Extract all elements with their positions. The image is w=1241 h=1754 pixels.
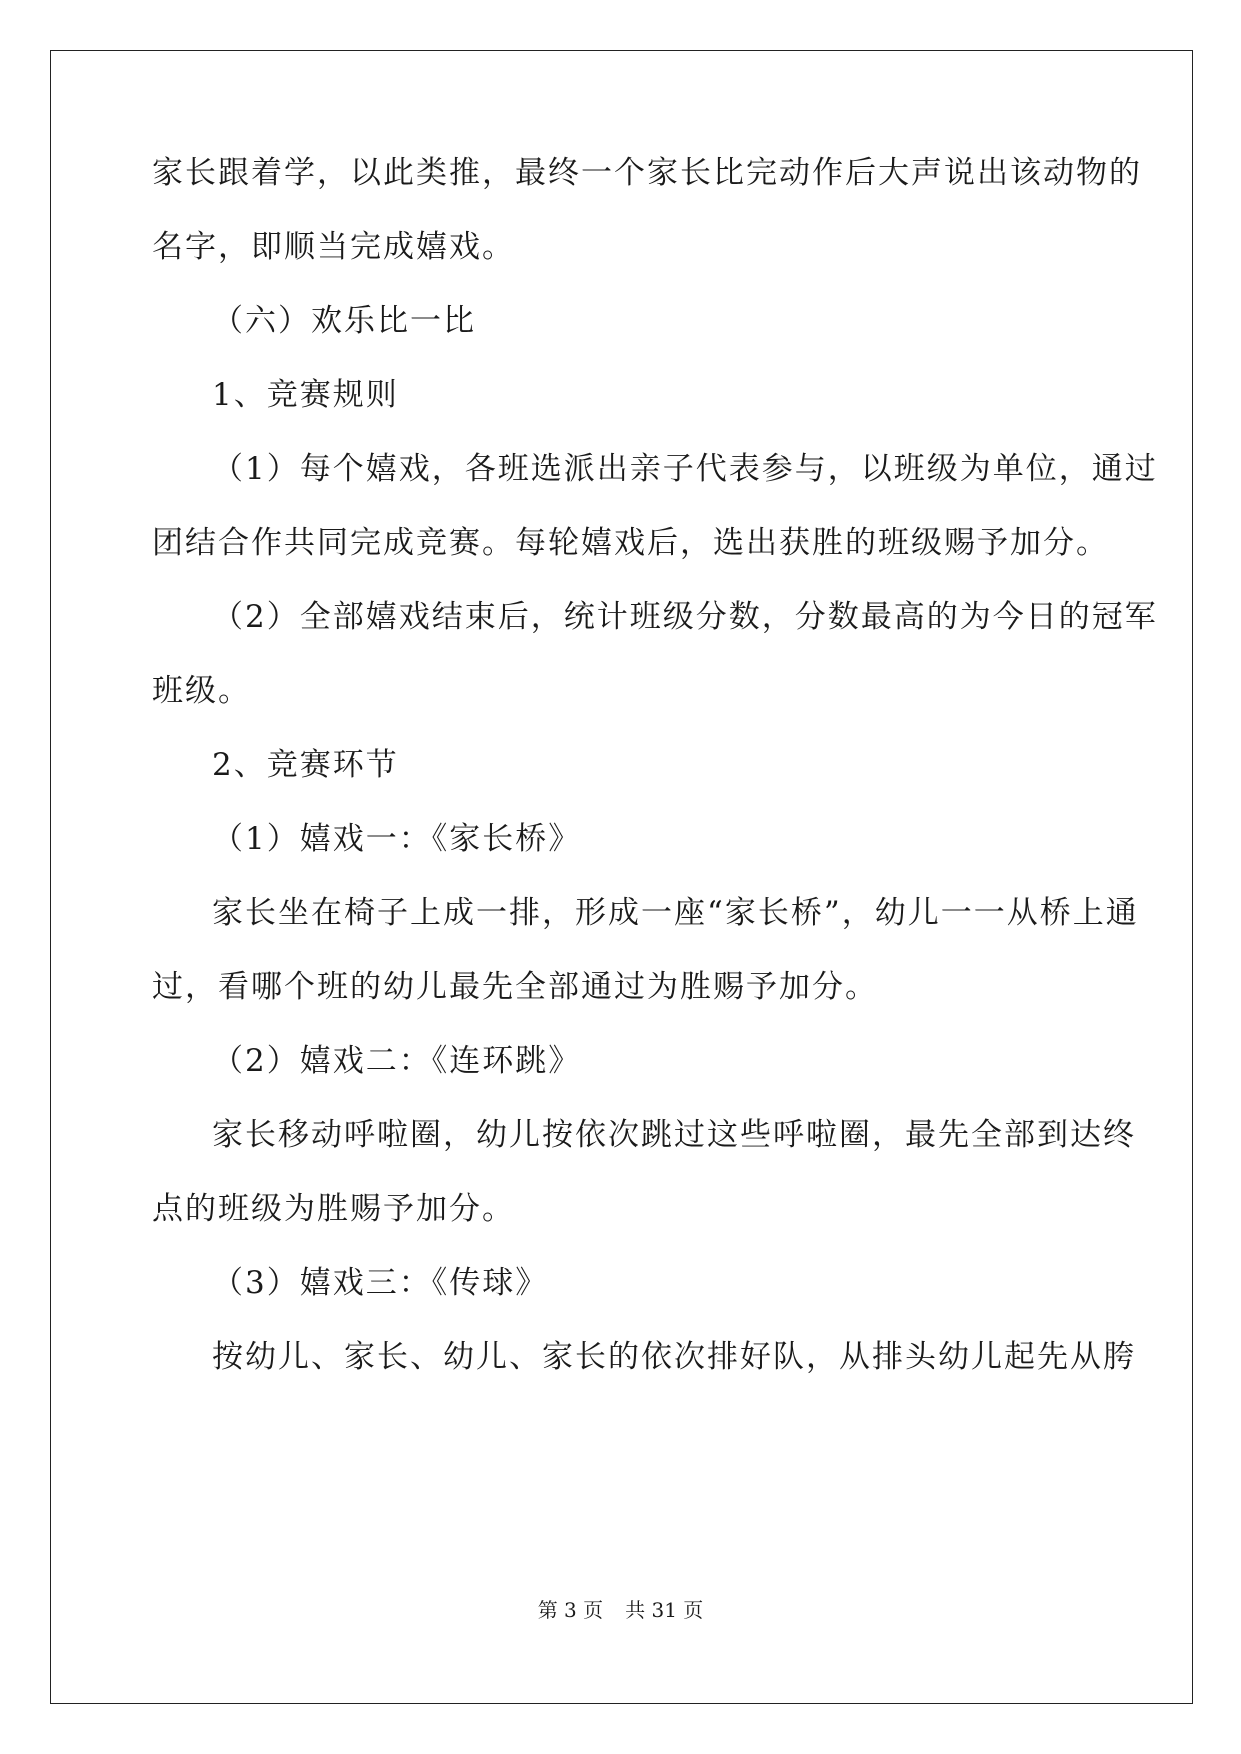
page-footer (0, 1598, 1241, 1622)
subheading-stages: 2、竞赛环节 (212, 747, 399, 783)
rule-1-line-2: 团结合作共同完成竞赛。每轮嬉戏后，选出获胜的班级赐予加分。 (152, 525, 1109, 561)
current-page-number: 第 3 页 (537, 1598, 604, 1622)
game-2-desc-line-1: 家长移动呼啦圈，幼儿按依次跳过这些呼啦圈，最先全部到达终 (212, 1117, 1136, 1153)
section-heading-six: （六）欢乐比一比 (212, 303, 476, 339)
rule-1-line-1: （1）每个嬉戏，各班选派出亲子代表参与，以班级为单位，通过 (212, 451, 1158, 487)
game-1-title: （1）嬉戏一：《家长桥》 (212, 821, 582, 857)
subheading-rules: 1、竞赛规则 (212, 377, 399, 413)
rule-2-line-1: （2）全部嬉戏结束后，统计班级分数，分数最高的为今日的冠军 (212, 599, 1158, 635)
game-2-desc-line-2: 点的班级为胜赐予加分。 (152, 1191, 515, 1227)
game-3-title: （3）嬉戏三：《传球》 (212, 1265, 549, 1301)
paragraph-line-2: 名字，即顺当完成嬉戏。 (152, 229, 515, 265)
game-2-title: （2）嬉戏二：《连环跳》 (212, 1043, 582, 1079)
game-1-desc-line-1: 家长坐在椅子上成一排，形成一座“家长桥”，幼儿一一从桥上通 (212, 895, 1139, 931)
game-3-desc-line-1: 按幼儿、家长、幼儿、家长的依次排好队，从排头幼儿起先从胯 (212, 1339, 1136, 1375)
total-page-count: 共 31 页 (625, 1598, 704, 1622)
rule-2-line-2: 班级。 (152, 673, 251, 709)
game-1-desc-line-2: 过，看哪个班的幼儿最先全部通过为胜赐予加分。 (152, 969, 878, 1005)
paragraph-line-1: 家长跟着学，以此类推，最终一个家长比完动作后大声说出该动物的 (152, 155, 1142, 191)
page-border (50, 50, 1193, 1704)
